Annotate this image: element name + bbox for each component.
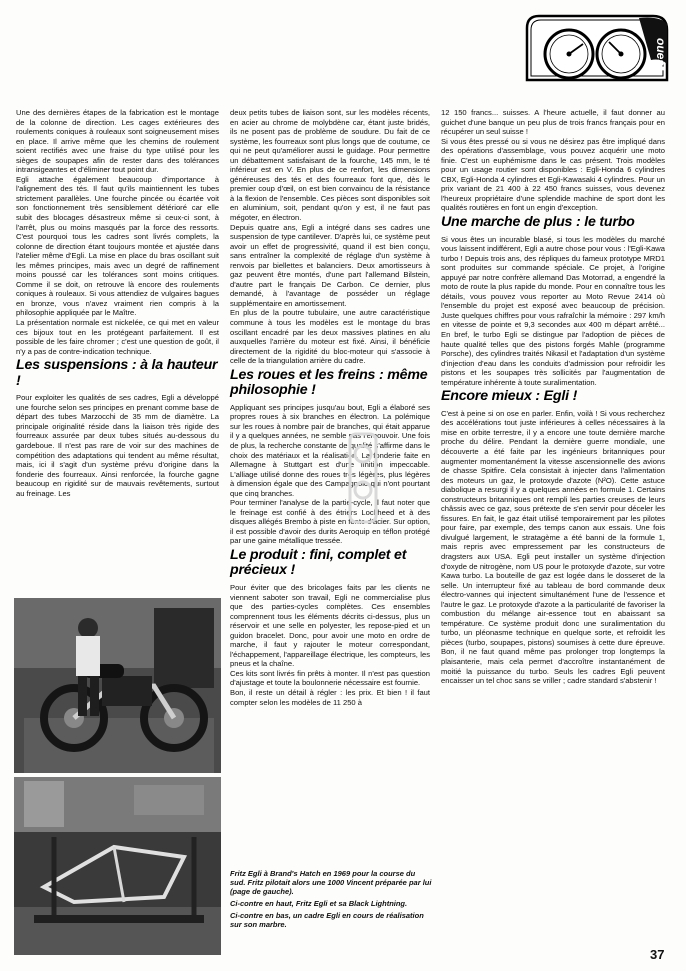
- photo-caption: [230, 870, 432, 932]
- photo-fritz-egli-black-lightning: [14, 598, 221, 773]
- paragraph: Bon, il reste un détail à régler : les prix. Et bien ! il faut compter selon les modèles de 11 250 à: [230, 687, 430, 707]
- paragraph: deux petits tubes de liaison sont, sur les modèles récents, en acier au chrome de molybdène car, étant juste bridés, ils ne posent pas de problème de soudure. Du fait de ce système, les fourreaux sont plus longs que de coutume, ce qui ne peut qu'améliorer aussi le guidage. Pour permettre un débattement satisfaisant de la fourche, 145 mm, le té inférieur est en V. En plus de ce renfort, les dimensions généreuses des tés et des fourreaux font que, dès le premier coup d'œil, on est bien convaincu de la résistance à la flexion de l'ensemble. Ces pièces sont disponibles soit en aluminium, soit, pendant qu'on y est, il ne faut pas mégoter, en électron.: [230, 108, 430, 223]
- heading-suspensions: Les suspensions : à la hauteur !: [16, 357, 218, 389]
- heading-roues-freins: Les roues et les freins : même philosophie !: [230, 366, 428, 399]
- paragraph: En plus de la poutre tubulaire, une autre caractéristique commune à tous les modèles est le montage du bras oscillant encadré par les deux massives platines en alu auxquelles l'arrière du moteur est fixé. Ainsi, il bénéficie directement de la rigidité du bloc-moteur qui s'associe à celle de la triangulation arrière du cadre.: [230, 308, 430, 366]
- paragraph: Ces kits sont livrés fin prêts à monter. Il n'est pas question d'ajustage et toute la boulonnerie nécessaire est fournie.: [230, 668, 430, 688]
- paragraph: Pour éviter que des bricolages faits par les clients ne viennent saboter son travail, Egli ne commercialise plus que des parties-cycles complètes. Ces ensembles comprennent tous les éléments décrits ci-dessus, plus un réservoir et une selle en polyester, les repose-pied et un guidon bracelet. Donc, pour avoir une moto en ordre de marche, il faut y rajouter le moteur correspondant, l'échappement, l'appareillage électrique, les compteurs, les pneus et la chaîne.: [230, 582, 430, 669]
- photo-egli-frame-on-jig: [14, 777, 221, 955]
- paragraph: Egli attache également beaucoup d'importance à l'alignement des tés. Il faut qu'ils maintiennent les tubes strictement parallèles. Une fourche pincée ou écartée voit son fonctionnement très sensiblement détérioré car elle subit des blocages désastreux même si ceux-ci sont, à l'arrêt, plus ou moins masqués par la force des ressorts. C'est pourquoi tous les cadres sont livrés complets, la colonne de direction étant toujours montée et ajustée dans l'atelier même d'Egli. La mise en place du bras oscillant suit les mêmes principes, mais avec un degré de raffinement moins poussé car les tolérances sont moins critiques. Comme il se doit, on retrouve là encore des roulements coniques à rouleaux. Si vous attendiez de vulgaires bagues en bronze, vous n'avez vraiment rien compris à la philosophie appliquée par le Maître.: [16, 174, 219, 318]
- paragraph: Si vous êtes pressé ou si vous ne désirez pas être impliqué dans des opérations d'assemblage, vous pouvez acquérir une moto finie. C'est un euphémisme dans le cas présent. Trois modèles pour un usage routier sont disponibles : Egli-Honda 6 cylindres CBX, Egli-Honda 4 cylindres et Egli-Kawasaki 4 cylindres. Pour un prix variant de 21 400 à 22 450 francs suisses, vous devenez l'heureux propriétaire d'une splendide machine de sport dont les qualités routières en font un engin d'exception.: [441, 136, 665, 213]
- paragraph: Une des dernières étapes de la fabrication est le montage de la colonne de direction. Les cages extérieures des roulements coniques à rouleaux sont soigneusement mises en place. Il arrive même que les chemins de roulement soient rectifiés avec une fraise du type utilisé pour les sièges de soupapes afin de rester dans des tolérances intransigeantes et d'éliminer tout point dur.: [16, 108, 219, 175]
- gauge-logo: [521, 10, 673, 94]
- page-number: 37: [650, 947, 665, 962]
- column-1: [16, 108, 219, 498]
- heading-encore-mieux: Encore mieux : Egli !: [441, 388, 578, 405]
- caption-line: Fritz Egli à Brand's Hatch en 1969 pour la course du sud. Fritz pilotait alors une 1000 Vincent préparée par lui (page de gauche).: [230, 869, 432, 896]
- caption-line: Ci-contre en bas, un cadre Egli en cours de réalisation sur son marbre.: [230, 910, 424, 929]
- heading-turbo: Une marche de plus : le turbo: [441, 214, 635, 231]
- paragraph: Depuis quatre ans, Egli a intégré dans ses cadres une suspension de type cantilever. D'après lui, ce système peut avoir un effet de progressivité, quand il est bien conçu, sans entraîner la complexité de réglage d'un système à renvois par biellettes et balanciers. Deux amortisseurs à gaz peuvent être montés, d'une part l'allemand Bilstein, d'autre part le français De Carbon. Ce dernier, plus demandé, à l'avantage de posséder un réglage supplémentaire en amortissement.: [230, 222, 430, 308]
- paragraph: Pour exploiter les qualités de ses cadres, Egli a développé une fourche selon ses principes en prenant comme base de départ des tubes Marzocchi de 35 mm de diamètre. La principale originalité réside dans la liaison très rigide des fourreaux assurée par deux tubes situés au-dessous du gardeboue. Il n'est pas rare de voir sur des machines de compétition des adaptations qui tendent au même résultat, mais, ici il s'agit d'un système prévu d'origine dans la fonderie des fourreaux. Ainsi renforcée, la fourche gagne beaucoup en rigidité sur de mauvais revêtements, surtout au freinage. Les: [16, 393, 219, 498]
- caption-line: Ci-contre en haut, Fritz Egli et sa Black Lightning.: [230, 898, 408, 908]
- column-2: [230, 108, 430, 707]
- paragraph: C'est à peine si on ose en parler. Enfin, voilà ! Si vous recherchez des accélérations tout juste inférieures à celles nécessaires à la mise en orbite terrestre, il y a encore une toute dernière marche proche du délire. Pendant la dernière guerre mondiale, une découverte a été faite par les ingénieurs britanniques pour augmenter momentanément la vitesse ascensionnelle des avions de chasse Spitfire. Cela consistait à injecter dans l'alimentation des moteurs un gaz, le protoxyde d'azote (N²O). Cette astuce diabolique a resurgi il y a quelques années en formule 1. Certains constructeurs britanniques ont rempli les parties creuses de leurs châssis avec ce gaz, sous prétexte de s'en servir pour déceler les fissures. En fait, le gaz était utilisé temporairement par les pilotes pour faire, par exemple, des temps canon aux essais. Une fois divulgué largement, le stratagème a été banni de la formule 1, mais repris avec empressement par les constructeurs de dragsters aux USA. Egli peut installer un système d'injection d'oxyde de nitrogène, nom US pour le protoxyde d'azote, sur votre Kawa turbo. La bouteille de gaz est logée dans le dosseret de la selle. Un interrupteur fixé au tableau de bord commande deux électro-vannes qui injectent simultanément l'une de l'essence et l'autre le gaz. Le protoxyde d'azote a la particularité de favoriser la combustion du mélange air-essence tout en abaissant sa température. Ce système produit donc une suralimentation du turbo, un pléonasme technique en quelque sorte, et refroidit les pièces (turbo, soupapes, pistons) soumises à cette dure épreuve. Bon, il ne faut quand même pas prolonger trop longtemps la plaisanterie, mais cela permet d'accroître instantanément de moitié la puissance du turbo. Seuls les cadres Egli peuvent encaisser un tel choc sans se vriller ; cadre standard s'abstenir !: [441, 408, 665, 686]
- paragraph: Si vous êtes un incurable blasé, si tous les modèles du marché vous laissent indifférent, Egli a autre chose pour vous : l'Egli-Kawa turbo ! Depuis trois ans, des répliques du fameux prototype MRD1 sont produites sur commande spéciale. Ce projet, à l'origine appuyé par notre confrère allemand Das Motorrad, a engendré la moto de route la plus rapide du monde. Pour en connaître tous les détails, vous pouvez vous reporter au Moto Revue 2414 où l'ensemble du projet est exposé avec beaucoup de précision. Juste quelques chiffres pour vous rafraîchir la mémoire : 297 km/h en vitesse de pointe et 9,3 secondes aux 400 m départ arrêté... En bref, le turbo Egli se distingue par l'adoption de pièces de haute qualité telles que des pistons forgés Mahle (programme Porsche), des cylindres traités Nikasil et l'adaptation d'un système d'injection d'eau dans les conduits d'admission pour refroidir les pistons et les soupapes très sollicités par l'augmentation de température inhérente à toute suralimentation.: [441, 234, 665, 387]
- column-3: [441, 108, 665, 686]
- heading-produit: Le produit : fini, complet et précieux !: [230, 546, 407, 579]
- paragraph: Appliquant ses principes jusqu'au bout, Egli a élaboré ses propres roues à six branches en électron. La polémique sur les roues à nombre pair de branches, qui était apparue il y a quelques années, ne semble pas l'émouvoir. Une fois de plus, la recherche constante de qualité s'affirme dans le choix des matériaux et la réalisation. La fonderie faite en Allemagne à Stuttgart est d'une finition impeccable. L'alliage utilisé donne des roues très légères, plus légères à dimension égale que des Campagnolo qui n'ont pourtant que cinq branches.: [230, 402, 430, 498]
- paragraph: La présentation normale est nickelée, ce qui met en valeur ces bijoux tout en les protégeant parfaitement. Il est possible de les faire chromer ; c'est une question de goût, il n'y a pas de contre-indication technique.: [16, 318, 219, 356]
- faded-watermark: [346, 432, 380, 524]
- paragraph: Pour terminer l'analyse de la partie-cycle, il faut noter que le freinage est confié à des étriers Lockheed et à des disques allégés Brembo à piste en fonte d'acier. Sur option, il est possible d'avoir des durits Aeroquip en téflon protégé par une gaine métallique tressée.: [230, 498, 430, 546]
- paragraph: 12 150 francs... suisses. A l'heure actuelle, il faut donner au guichet d'une banque un peu plus de trois francs français pour en récupérer un seul suisse !: [441, 108, 665, 137]
- logo-text: ouest: [654, 38, 668, 71]
